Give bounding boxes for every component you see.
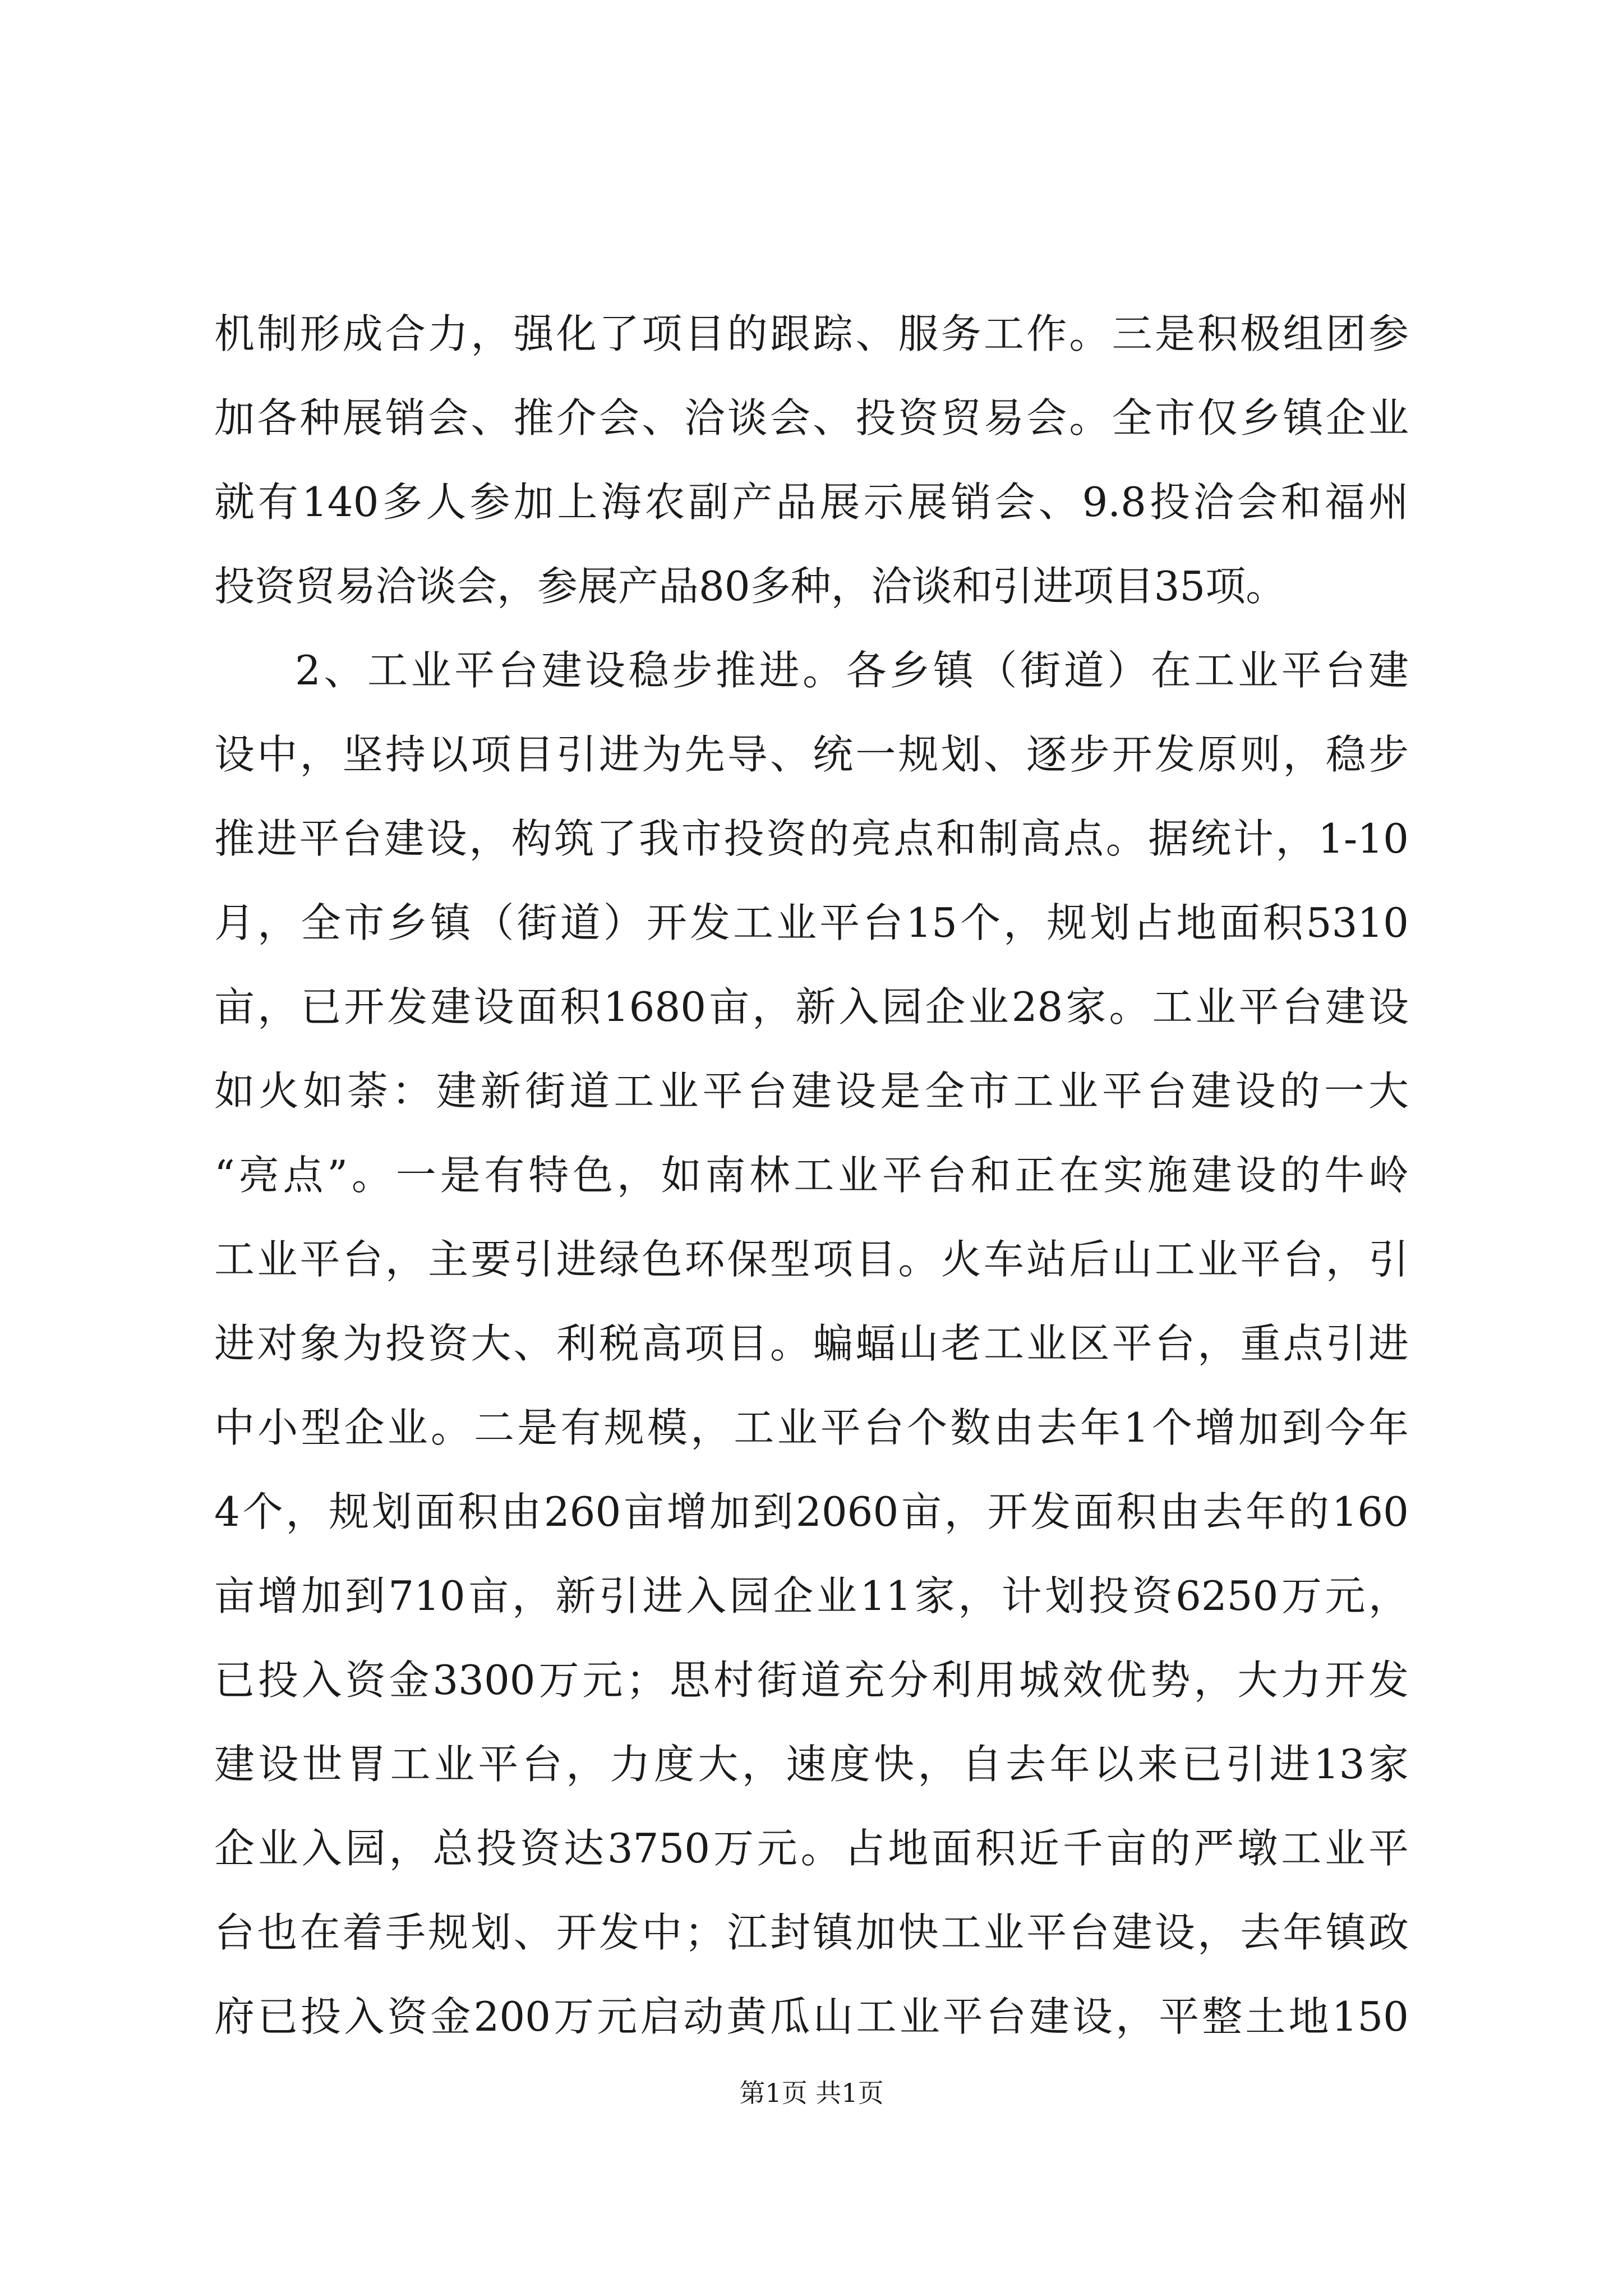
text-line: 亩，已开发建设面积1680亩，新入园企业28家。工业平台建设 [214, 983, 1409, 1030]
text-line: 机制形成合力，强化了项目的跟踪、服务工作。三是积极组团参 [214, 310, 1409, 357]
text-line: 推进平台建设，构筑了我市投资的亮点和制高点。据统计，1-10 [214, 815, 1409, 862]
text-line: 如火如荼：建新街道工业平台建设是全市工业平台建设的一大 [214, 1068, 1409, 1115]
text-line: 中小型企业。二是有规模，工业平台个数由去年1个增加到今年 [214, 1404, 1409, 1451]
text-line: 进对象为投资大、利税高项目。蝙蝠山老工业区平台，重点引进 [214, 1320, 1409, 1367]
text-line: 企业入园，总投资达3750万元。占地面积近千亩的严墩工业平 [214, 1825, 1409, 1872]
text-line: 工业平台，主要引进绿色环保型项目。火车站后山工业平台，引 [214, 1236, 1409, 1283]
text-line: 加各种展销会、推介会、洽谈会、投资贸易会。全市仅乡镇企业 [214, 394, 1409, 441]
page-number-footer: 第1页 共1页 [739, 2078, 884, 2108]
text-line: 亩增加到710亩，新引进入园企业11家，计划投资6250万元， [214, 1572, 1409, 1619]
text-line: 设中，坚持以项目引进为先导、统一规划、逐步开发原则，稳步 [214, 731, 1409, 778]
text-line: 投资贸易洽谈会，参展产品80多种，洽谈和引进项目35项。 [214, 563, 1287, 610]
text-line: 月，全市乡镇（街道）开发工业平台15个，规划占地面积5310 [214, 899, 1409, 946]
text-line: 2、工业平台建设稳步推进。各乡镇（街道）在工业平台建 [295, 647, 1409, 694]
text-line: 就有140多人参加上海农副产品展示展销会、9.8投洽会和福州 [214, 478, 1409, 526]
text-line: “亮点”。一是有特色，如南林工业平台和正在实施建设的牛岭 [214, 1152, 1409, 1199]
text-line: 建设世胃工业平台，力度大，速度快，自去年以来已引进13家 [214, 1741, 1409, 1788]
text-line: 4个，规划面积由260亩增加到2060亩，开发面积由去年的160 [214, 1488, 1409, 1535]
document-body [214, 292, 1409, 2059]
text-line: 台也在着手规划、开发中；江封镇加快工业平台建设，去年镇政 [214, 1909, 1409, 1956]
text-line: 府已投入资金200万元启动黄瓜山工业平台建设，平整土地150 [214, 1993, 1409, 2040]
text-line: 已投入资金3300万元；思村街道充分利用城效优势，大力开发 [214, 1657, 1409, 1704]
